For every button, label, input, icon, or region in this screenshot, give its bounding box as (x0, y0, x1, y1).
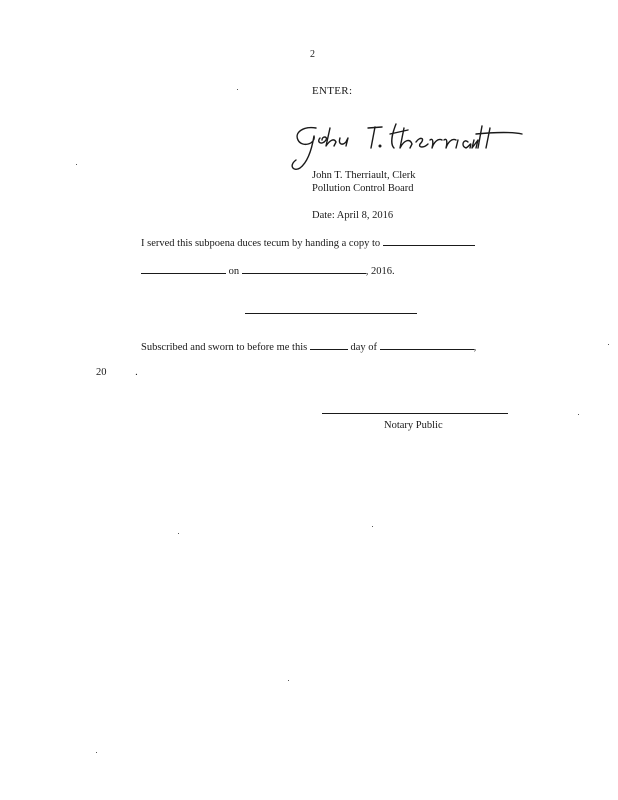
notary-label: Notary Public (384, 420, 443, 431)
clerk-organization: Pollution Control Board (312, 183, 414, 194)
service-statement (141, 236, 475, 249)
scan-speck (288, 680, 289, 681)
notary-year-line (96, 367, 138, 378)
service-statement-text: I served this subpoena duces tecum by handing a copy to (141, 238, 381, 249)
scan-speck (237, 89, 238, 90)
enter-label: ENTER: (312, 85, 353, 97)
scan-speck (96, 752, 97, 753)
subscribed-comma: , (473, 342, 477, 353)
on-word: on (228, 266, 240, 277)
year-suffix: , 2016. (365, 266, 395, 277)
scan-speck (608, 344, 609, 345)
notary-signature-line[interactable] (322, 413, 508, 414)
clerk-name: John T. Therriault, Clerk (312, 170, 416, 181)
year-period: . (135, 367, 138, 378)
day-blank[interactable] (310, 340, 348, 350)
issue-date: Date: April 8, 2016 (312, 210, 394, 221)
scan-speck (578, 414, 579, 415)
subscribed-prefix: Subscribed and sworn to before me this (141, 342, 308, 353)
month-blank[interactable] (380, 340, 474, 350)
service-date-line (141, 264, 395, 277)
clerk-signature (286, 118, 526, 176)
scan-speck (178, 533, 179, 534)
page-number: 2 (310, 49, 315, 60)
year-prefix: 20 (96, 367, 107, 378)
day-of-word: day of (350, 342, 378, 353)
served-person-blank[interactable] (383, 236, 475, 246)
served-person-blank-continued[interactable] (141, 264, 226, 274)
subscribed-statement (141, 340, 476, 353)
server-signature-line[interactable] (245, 313, 417, 314)
scan-speck (372, 526, 373, 527)
service-date-blank[interactable] (242, 264, 366, 274)
scan-speck (76, 164, 77, 165)
